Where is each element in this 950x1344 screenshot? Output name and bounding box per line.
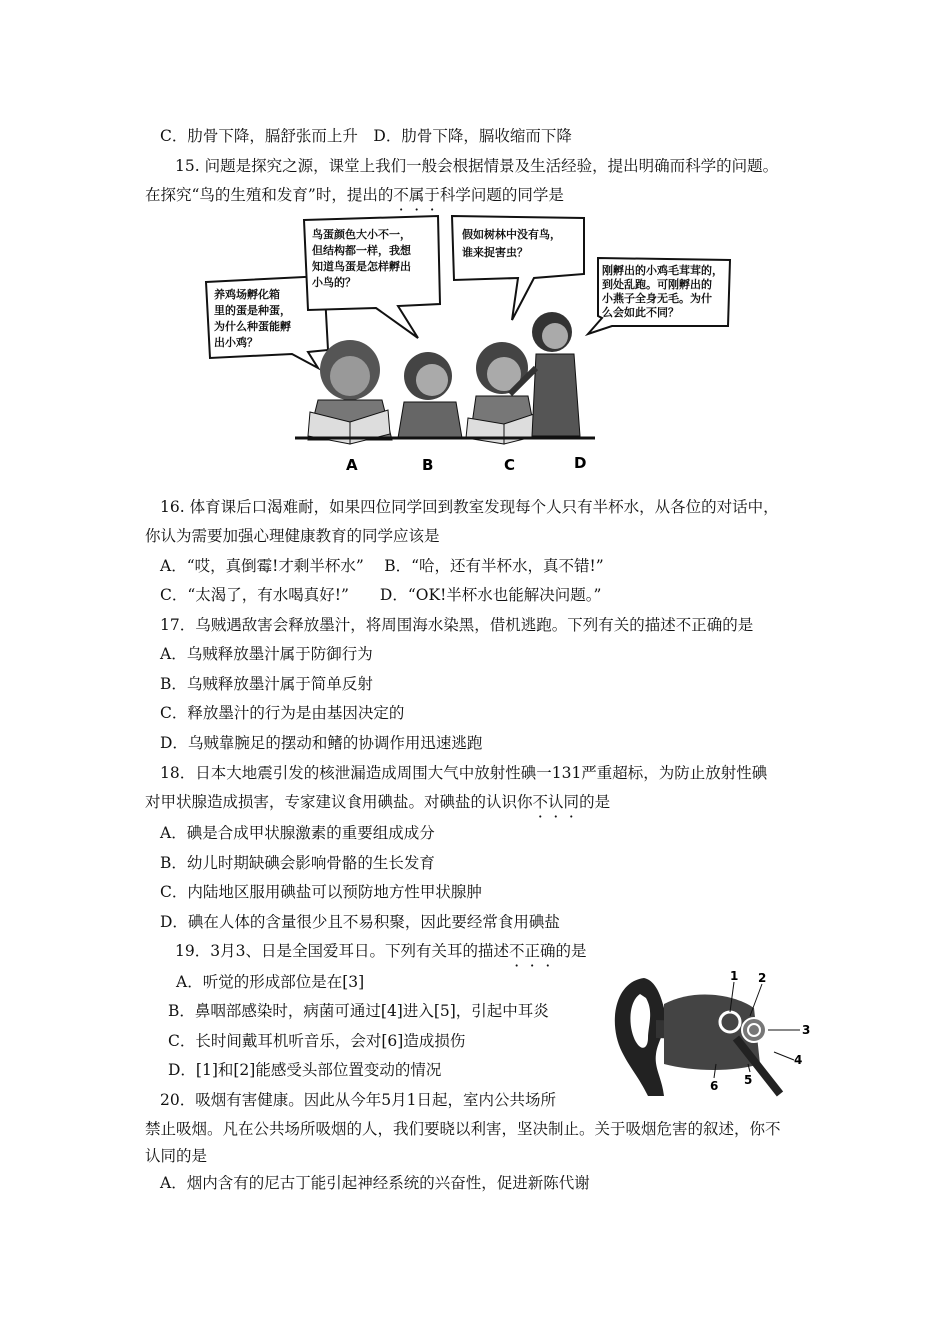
q15-stem-line2: 在探究“鸟的生殖和发育”时，提出的不属于科学问题的同学是 [145,186,564,204]
svg-text:到处乱跑。可刚孵出的: 到处乱跑。可刚孵出的 [602,278,712,291]
q19-emphasis-char: 确 [539,942,556,960]
q15-emphasis-char: 属 [408,186,425,204]
svg-text:刚孵出的小鸡毛茸茸的，: 刚孵出的小鸡毛茸茸的， [602,264,723,277]
q18-stem-line1: 18．日本大地震引发的核泄漏造成周围大气中放射性碘一131严重超标，为防止放射性碘 [160,764,768,782]
q17-option-c: C．释放墨汁的行为是由基因决定的 [160,704,405,722]
label-b: B [422,456,434,474]
svg-text:鸟蛋颜色大小不一，: 鸟蛋颜色大小不一， [312,228,411,241]
q18-emphasis-char: 同 [563,793,580,811]
q16-options-cd: C．“太渴了，有水喝真好!” D．“OK!半杯水也能解决问题。” [160,586,602,604]
q18-option-a: A．碘是合成甲状腺激素的重要组成成分 [160,824,435,842]
q14-option-c: C．肋骨下降，膈舒张而上升 [160,127,358,145]
q17-stem: 17．乌贼遇敌害会释放墨汁，将周围海水染黑，借机逃跑。下列有关的描述不正确的是 [160,616,754,634]
svg-text:么会如此不同？: 么会如此不同？ [602,306,679,319]
label-a: A [346,456,358,474]
q18-option-c: C．内陆地区服用碘盐可以预防地方性甲状腺肿 [160,883,482,901]
q18-option-d: D．碘在人体的含量很少且不易积聚，因此要经常食用碘盐 [160,913,560,931]
svg-text:知道鸟蛋是怎样孵出: 知道鸟蛋是怎样孵出 [312,260,411,273]
q18-emphasis-char: 不 [532,793,549,811]
ear-label-3: 3 [802,1023,811,1037]
label-d: D [574,454,587,472]
q19-option-c: C．长时间戴耳机听音乐，会对[6]造成损伤 [168,1032,466,1050]
ear-label-1: 1 [730,969,739,983]
q19-emphasis-char: 正 [524,942,540,960]
svg-text:假如树林中没有鸟，: 假如树林中没有鸟， [462,228,561,241]
q15-cartoon-figure [200,208,740,480]
q15-emphasis-char: 于 [424,186,440,204]
q16-options-ab: A．“哎，真倒霉!才剩半杯水” B．“哈，还有半杯水，真不错!” [160,557,604,575]
q18-option-b: B．幼儿时期缺碘会影响骨骼的生长发育 [160,854,435,872]
svg-text:小鸟的？: 小鸟的？ [312,276,356,289]
q19-option-b: B．鼻咽部感染时，病菌可通过[4]进入[5]，引起中耳炎 [168,1002,549,1020]
svg-text:但结构都一样，我想: 但结构都一样，我想 [312,244,411,257]
svg-text:小燕子全身无毛。为什: 小燕子全身无毛。为什 [602,292,712,305]
speech-bubble-d [588,258,730,334]
label-c: C [504,456,516,474]
q14-options [160,126,572,146]
q19-option-a: A．听觉的形成部位是在[3] [176,973,365,991]
svg-text:为什么种蛋能孵: 为什么种蛋能孵 [214,320,291,333]
q17-option-a: A．乌贼释放墨汁属于防御行为 [160,645,373,663]
q14-option-d: D．肋骨下降，膈收缩而下降 [373,127,572,145]
q15-emphasis-char: 不 [393,186,409,204]
q18-stem-line2: 对甲状腺造成损害，专家建议食用碘盐。对碘盐的认识你不认同的是 [145,793,611,811]
speech-bubble-c [452,216,584,320]
q19-emphasis-char: 不 [508,942,525,960]
q17-option-b: B．乌贼释放墨汁属于简单反射 [160,675,373,693]
student-a-illustration [308,340,392,444]
svg-text:出小鸡？: 出小鸡？ [214,336,258,349]
q19-stem: 19．3月3、日是全国爱耳日。下列有关耳的描述不正确的是 [175,942,587,960]
student-c-illustration [466,342,536,444]
ear-label-6: 6 [710,1079,719,1093]
q18-emphasis-char: 认 [548,793,564,811]
q20-stem-line2: 禁止吸烟。凡在公共场所吸烟的人，我们要晓以利害，坚决制止。关于吸烟危害的叙述，你不 [145,1120,781,1138]
q20-stem-line1: 20．吸烟有害健康。因此从今年5月1日起，室内公共场所 [160,1091,556,1109]
ear-label-5: 5 [744,1073,753,1087]
svg-text:谁来捉害虫？: 谁来捉害虫？ [462,246,528,259]
q17-option-d: D．乌贼靠腕足的摆动和鳍的协调作用迅速逃跑 [160,734,483,752]
q16-stem-line2: 你认为需要加强心理健康教育的同学应该是 [145,527,440,545]
ear-label-4: 4 [794,1053,803,1067]
svg-text:里的蛋是种蛋，: 里的蛋是种蛋， [214,304,291,317]
q20-stem-line3: 认同的是 [145,1147,208,1165]
ear-label-2: 2 [758,971,767,985]
q19-option-d: D．[1]和[2]能感受头部位置变动的情况 [168,1061,442,1079]
svg-text:养鸡场孵化箱: 养鸡场孵化箱 [214,288,280,301]
q15-stem-line1: 15. 问题是探究之源，课堂上我们一般会根据情景及生活经验，提出明确而科学的问题。 [175,157,779,175]
student-b-illustration [398,352,462,438]
q20-option-a: A．烟内含有的尼古丁能引起神经系统的兴奋性，促进新陈代谢 [160,1174,590,1192]
ear-anatomy-figure [604,968,814,1100]
q16-stem-line1: 16. 体育课后口渴难耐，如果四位同学回到教室发现每个人只有半杯水，从各位的对话中， [160,498,779,516]
